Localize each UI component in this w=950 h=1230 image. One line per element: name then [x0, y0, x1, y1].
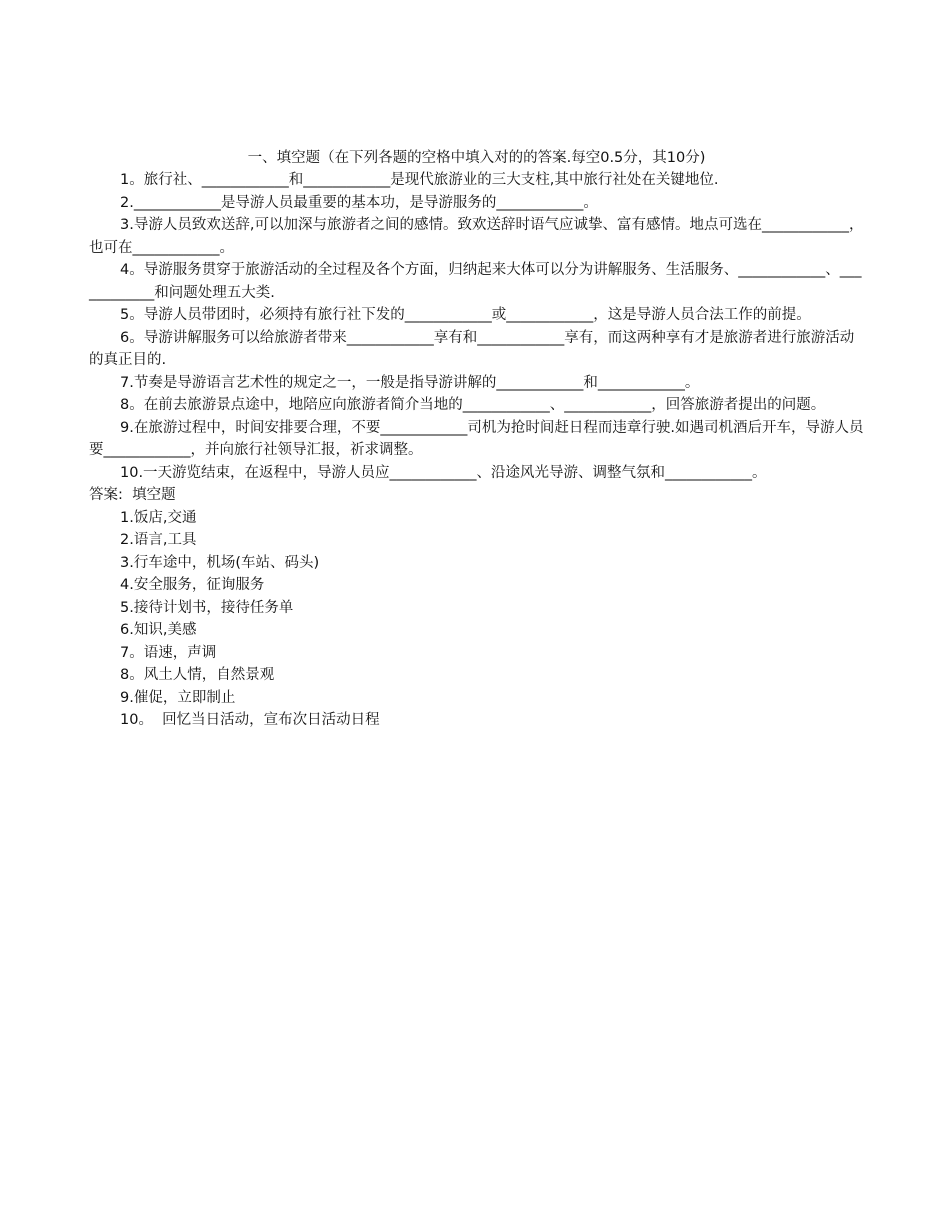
answer-7: 7。语速，声调 — [120, 644, 217, 661]
question-1: 1。旅行社、____________和____________是现代旅游业的三大支柱,其中旅行社处在关键地位. — [120, 172, 719, 188]
question-3: 3.导游人员致欢送辞,可以加深与旅游者之间的感情。致欢送辞时语气应诚挚、富有感情。地点可选在____________，也可在____________。 — [89, 217, 864, 256]
question-8: 8。在前去旅游景点途中，地陪应向旅游者简介当地的____________、____________，回答旅游者提出的问题。 — [120, 397, 826, 413]
answers-title: 答案: 填空题 — [89, 487, 176, 503]
question-7: 7.节奏是导游语言艺术性的规定之一，一般是指导游讲解的____________和____________。 — [120, 374, 700, 391]
question-5: 5。导游人员带团时，必须持有旅行社下发的____________或____________，这是导游人员合法工作的前提。 — [120, 307, 811, 323]
section-title: 一、填空题（在下列各题的空格中填入对的的答案.每空0.5分，其10分) — [247, 150, 706, 166]
question-6: 6。导游讲解服务可以给旅游者带来____________享有和____________享有，而这两种享有才是旅游者进行旅游活动的真正目的. — [89, 329, 855, 368]
question-4: 4。导游服务贯穿于旅游活动的全过程及各个方面，归纳起来大体可以分为讲解服务、生活服务、____________、____________和问题处理五大类. — [89, 262, 862, 301]
answer-6: 6.知识,美感 — [120, 622, 197, 638]
answer-9: 9.催促，立即制止 — [120, 689, 236, 706]
question-10: 10.一天游览结束，在返程中，导游人员应____________、沿途风光导游、调整气氛和____________。 — [120, 464, 767, 481]
question-2: 2.____________是导游人员最重要的基本功，是导游服务的____________。 — [120, 194, 598, 211]
answer-10: 10。 回忆当日活动，宣布次日活动日程 — [120, 712, 380, 728]
answer-5: 5.接待计划书，接待任务单 — [120, 599, 294, 616]
document-page — [89, 147, 864, 732]
answer-3: 3.行车途中，机场(车站、码头) — [120, 554, 320, 571]
answer-8: 8。风土人情，自然景观 — [120, 667, 275, 683]
answer-1: 1.饭店,交通 — [120, 509, 197, 526]
answer-4: 4.安全服务，征询服务 — [120, 577, 265, 593]
answer-2: 2.语言,工具 — [120, 532, 197, 548]
question-9: 9.在旅游过程中，时间安排要合理，不要____________司机为抢时间赶日程而违章行驶.如遇司机酒后开车，导游人员要____________，并向旅行社领导汇报，祈求调整。 — [89, 419, 864, 458]
